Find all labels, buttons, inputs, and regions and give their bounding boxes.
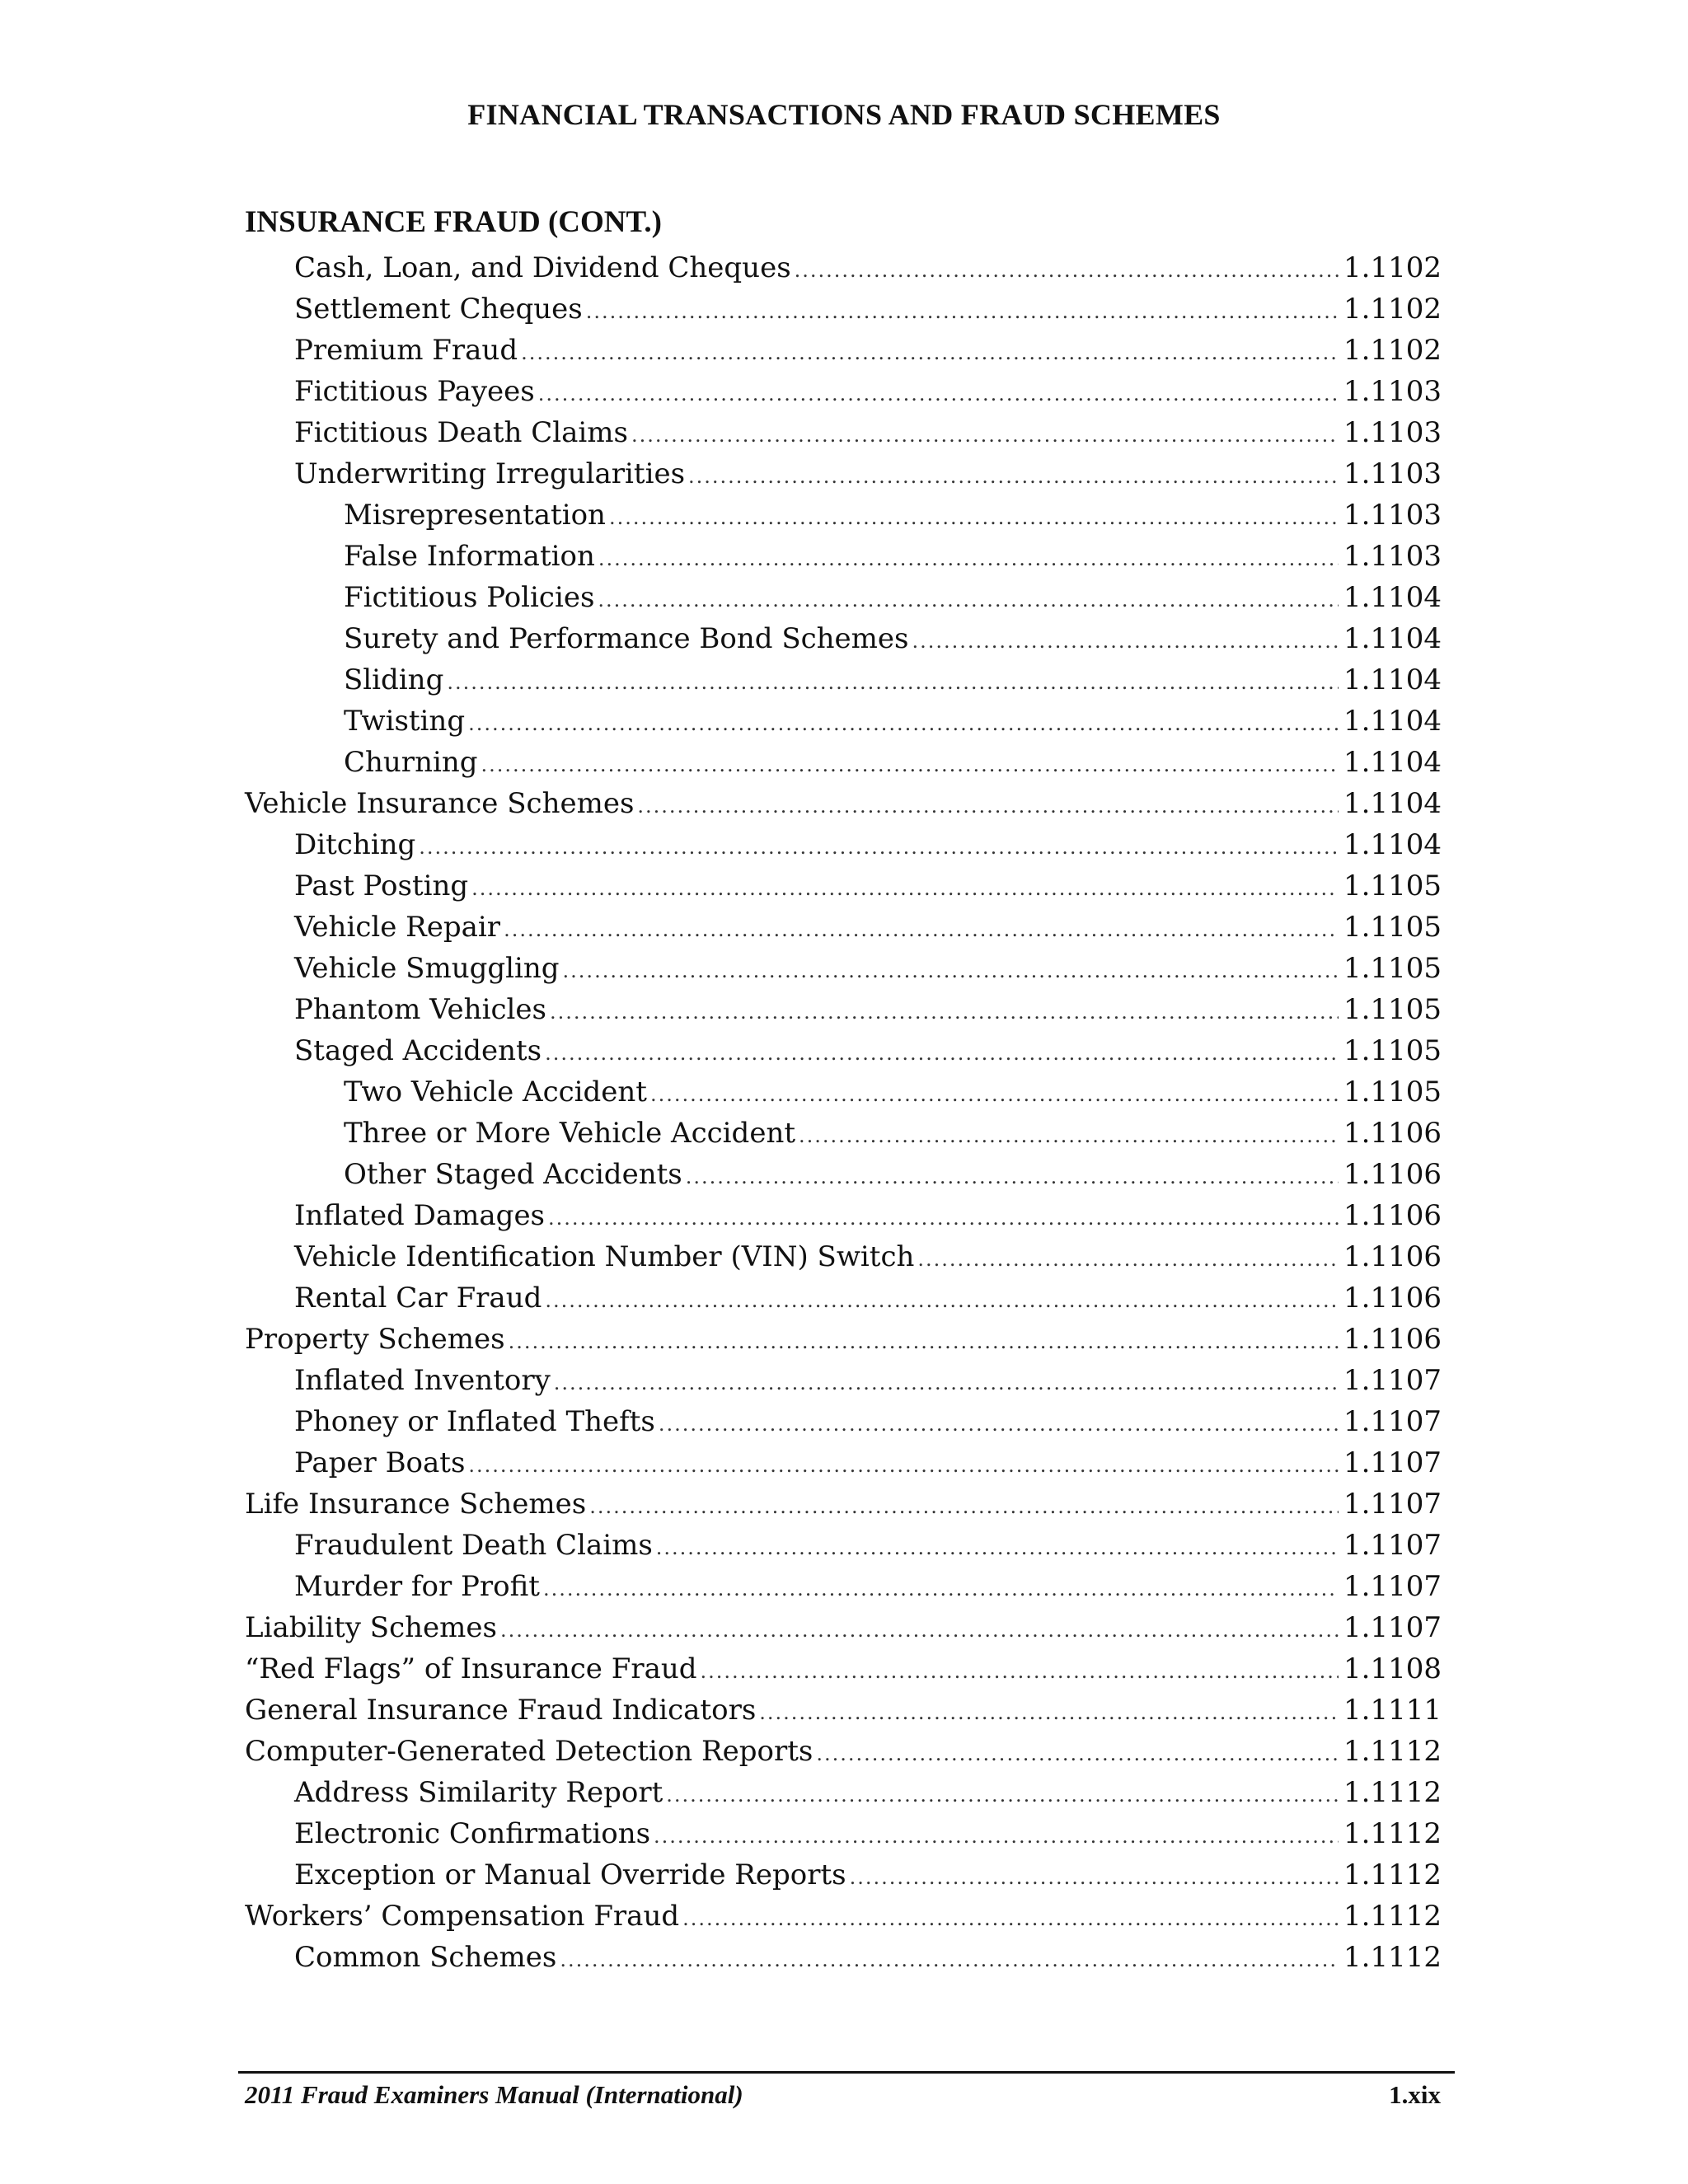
- toc-entry-label: Ditching: [294, 828, 416, 861]
- toc-dot-leader: [654, 1816, 1339, 1857]
- toc-entry-page: 1.1112: [1343, 1817, 1442, 1850]
- toc-entry-label: Other Staged Accidents: [344, 1158, 682, 1191]
- toc-dot-leader: [682, 1898, 1339, 1939]
- toc-dot-leader: [509, 1321, 1339, 1362]
- toc-entry-label: Common Schemes: [294, 1941, 557, 1974]
- toc-dot-leader: [468, 1445, 1339, 1486]
- toc-entry: [245, 1360, 1442, 1401]
- toc-dot-leader: [686, 1156, 1339, 1197]
- toc-entry-page: 1.1108: [1343, 1652, 1442, 1685]
- toc-entry-page: 1.1105: [1343, 911, 1442, 944]
- toc-dot-leader: [637, 785, 1339, 827]
- toc-entry: [245, 1113, 1442, 1154]
- toc-entry-label: Staged Accidents: [294, 1034, 542, 1067]
- toc-entry-page: 1.1106: [1343, 1199, 1442, 1232]
- toc-entry-page: 1.1102: [1343, 251, 1442, 284]
- toc-entry: [245, 1483, 1442, 1525]
- toc-entry-page: 1.1104: [1343, 787, 1442, 820]
- toc-entry: [245, 1154, 1442, 1195]
- toc-dot-leader: [543, 1568, 1339, 1610]
- toc-entry: [245, 330, 1442, 371]
- toc-entry: [245, 288, 1442, 330]
- toc-dot-leader: [650, 1074, 1339, 1115]
- toc-entry: [245, 1648, 1442, 1690]
- toc-dot-leader: [659, 1404, 1339, 1445]
- table-of-contents: [245, 247, 1442, 1978]
- toc-dot-leader: [688, 456, 1339, 497]
- toc-entry: [245, 907, 1442, 948]
- toc-entry: [245, 1813, 1442, 1854]
- toc-entry: [245, 1030, 1442, 1071]
- toc-entry-page: 1.1105: [1343, 1034, 1442, 1067]
- toc-entry-page: 1.1111: [1343, 1694, 1442, 1727]
- toc-entry: [245, 494, 1442, 536]
- toc-dot-leader: [666, 1774, 1339, 1816]
- toc-dot-leader: [471, 868, 1339, 909]
- toc-entry-label: Twisting: [344, 705, 466, 738]
- toc-entry-page: 1.1106: [1343, 1282, 1442, 1315]
- toc-entry-label: Fictitious Death Claims: [294, 416, 628, 449]
- toc-dot-leader: [504, 909, 1339, 950]
- toc-dot-leader: [701, 1651, 1339, 1692]
- toc-dot-leader: [631, 415, 1339, 456]
- toc-entry: [245, 865, 1442, 907]
- toc-entry-label: Paper Boats: [294, 1446, 466, 1479]
- toc-dot-leader: [481, 744, 1339, 785]
- toc-entry-label: Three or More Vehicle Accident: [344, 1117, 796, 1150]
- toc-entry-page: 1.1112: [1343, 1735, 1442, 1768]
- toc-entry-label: Electronic Confirmations: [294, 1817, 651, 1850]
- toc-dot-leader: [759, 1692, 1339, 1733]
- toc-entry-label: Misrepresentation: [344, 499, 606, 532]
- toc-entry-page: 1.1102: [1343, 334, 1442, 367]
- toc-dot-leader: [545, 1280, 1339, 1321]
- toc-entry-page: 1.1103: [1343, 416, 1442, 449]
- toc-entry: [245, 247, 1442, 288]
- toc-entry: [245, 1071, 1442, 1113]
- toc-dot-leader: [550, 991, 1339, 1033]
- toc-entry-label: False Information: [344, 540, 595, 573]
- toc-entry-page: 1.1104: [1343, 663, 1442, 696]
- toc-entry-label: Surety and Performance Bond Schemes: [344, 622, 909, 655]
- toc-entry-label: Address Similarity Report: [294, 1776, 663, 1809]
- toc-entry-page: 1.1107: [1343, 1364, 1442, 1397]
- toc-entry-label: Inflated Damages: [294, 1199, 546, 1232]
- toc-dot-leader: [563, 950, 1339, 991]
- page-title: FINANCIAL TRANSACTIONS AND FRAUD SCHEMES: [467, 98, 1221, 131]
- toc-dot-leader: [554, 1362, 1339, 1404]
- toc-entry: [245, 536, 1442, 577]
- toc-dot-leader: [521, 332, 1339, 373]
- toc-entry: [245, 1566, 1442, 1607]
- toc-dot-leader: [447, 662, 1339, 703]
- toc-entry-page: 1.1105: [1343, 1076, 1442, 1108]
- toc-dot-leader: [500, 1610, 1339, 1651]
- toc-entry-label: Cash, Loan, and Dividend Cheques: [294, 251, 791, 284]
- toc-entry-label: General Insurance Fraud Indicators: [245, 1694, 757, 1727]
- toc-entry: [245, 824, 1442, 865]
- toc-entry: [245, 1277, 1442, 1319]
- toc-entry-page: 1.1104: [1343, 746, 1442, 779]
- toc-entry-page: 1.1103: [1343, 457, 1442, 490]
- toc-dot-leader: [468, 703, 1339, 744]
- toc-entry-label: Phantom Vehicles: [294, 993, 546, 1026]
- toc-entry-page: 1.1106: [1343, 1117, 1442, 1150]
- toc-entry: [245, 577, 1442, 618]
- toc-entry: [245, 1195, 1442, 1236]
- toc-entry: [245, 1607, 1442, 1648]
- toc-entry-page: 1.1103: [1343, 499, 1442, 532]
- toc-entry-label: Phoney or Inflated Thefts: [294, 1405, 655, 1438]
- toc-entry-label: Vehicle Insurance Schemes: [245, 787, 635, 820]
- toc-entry-label: Two Vehicle Accident: [344, 1076, 647, 1108]
- toc-entry-label: Vehicle Identification Number (VIN) Switch: [294, 1240, 915, 1273]
- toc-dot-leader: [850, 1857, 1339, 1898]
- toc-dot-leader: [545, 1033, 1339, 1074]
- toc-entry-page: 1.1103: [1343, 375, 1442, 408]
- section-heading: INSURANCE FRAUD (CONT.): [245, 205, 663, 239]
- toc-entry-label: Churning: [344, 746, 478, 779]
- toc-dot-leader: [656, 1527, 1339, 1568]
- toc-entry-label: Fictitious Payees: [294, 375, 535, 408]
- toc-entry: [245, 1401, 1442, 1442]
- toc-entry-page: 1.1104: [1343, 705, 1442, 738]
- toc-entry: [245, 453, 1442, 494]
- toc-entry: [245, 1319, 1442, 1360]
- toc-entry-label: Workers’ Compensation Fraud: [245, 1900, 680, 1933]
- toc-dot-leader: [538, 373, 1339, 415]
- toc-entry: [245, 742, 1442, 783]
- toc-entry-page: 1.1112: [1343, 1776, 1442, 1809]
- toc-dot-leader: [912, 621, 1339, 662]
- toc-entry: [245, 1896, 1442, 1937]
- toc-entry-label: Past Posting: [294, 869, 469, 902]
- toc-entry-page: 1.1106: [1343, 1323, 1442, 1356]
- toc-entry-page: 1.1106: [1343, 1240, 1442, 1273]
- toc-entry-page: 1.1112: [1343, 1858, 1442, 1891]
- toc-entry-label: Underwriting Irregularities: [294, 457, 686, 490]
- toc-entry-label: Rental Car Fraud: [294, 1282, 542, 1315]
- toc-entry-page: 1.1106: [1343, 1158, 1442, 1191]
- footer-page-number: 1.xix: [1389, 2080, 1441, 2109]
- toc-entry-label: Exception or Manual Override Reports: [294, 1858, 846, 1891]
- toc-dot-leader: [799, 1115, 1339, 1156]
- toc-entry-label: Sliding: [344, 663, 444, 696]
- toc-entry-page: 1.1104: [1343, 828, 1442, 861]
- toc-dot-leader: [816, 1733, 1339, 1774]
- toc-entry: [245, 989, 1442, 1030]
- toc-entry-label: Liability Schemes: [245, 1611, 497, 1644]
- toc-entry-page: 1.1107: [1343, 1446, 1442, 1479]
- toc-entry-page: 1.1105: [1343, 869, 1442, 902]
- toc-entry-page: 1.1104: [1343, 622, 1442, 655]
- toc-entry-label: Vehicle Smuggling: [294, 952, 560, 985]
- toc-dot-leader: [548, 1197, 1339, 1239]
- toc-entry: [245, 618, 1442, 659]
- toc-dot-leader: [560, 1939, 1339, 1980]
- toc-entry: [245, 371, 1442, 412]
- toc-entry-page: 1.1104: [1343, 581, 1442, 614]
- toc-entry-label: Vehicle Repair: [294, 911, 501, 944]
- toc-entry-page: 1.1103: [1343, 540, 1442, 573]
- toc-entry: [245, 1525, 1442, 1566]
- footer-divider: [238, 2071, 1455, 2074]
- toc-entry: [245, 1442, 1442, 1483]
- toc-dot-leader: [419, 827, 1339, 868]
- toc-entry-page: 1.1112: [1343, 1941, 1442, 1974]
- toc-entry-page: 1.1102: [1343, 293, 1442, 326]
- toc-entry-label: Premium Fraud: [294, 334, 518, 367]
- toc-entry: [245, 783, 1442, 824]
- toc-entry-page: 1.1107: [1343, 1405, 1442, 1438]
- toc-entry-page: 1.1105: [1343, 993, 1442, 1026]
- toc-entry-page: 1.1105: [1343, 952, 1442, 985]
- toc-entry-page: 1.1107: [1343, 1529, 1442, 1562]
- toc-dot-leader: [589, 1486, 1339, 1527]
- toc-dot-leader: [586, 291, 1339, 332]
- toc-dot-leader: [917, 1239, 1339, 1280]
- toc-entry-label: Fraudulent Death Claims: [294, 1529, 653, 1562]
- toc-entry-label: Inflated Inventory: [294, 1364, 551, 1397]
- toc-dot-leader: [795, 250, 1339, 291]
- toc-entry: [245, 1731, 1442, 1772]
- toc-entry-label: “Red Flags” of Insurance Fraud: [245, 1652, 697, 1685]
- toc-entry: [245, 1937, 1442, 1978]
- toc-entry-label: Life Insurance Schemes: [245, 1488, 587, 1521]
- toc-entry: [245, 1772, 1442, 1813]
- toc-dot-leader: [598, 538, 1339, 579]
- toc-entry: [245, 1854, 1442, 1896]
- footer-manual-title: 2011 Fraud Examiners Manual (International): [245, 2080, 743, 2109]
- toc-entry-label: Murder for Profit: [294, 1570, 540, 1603]
- toc-entry: [245, 1236, 1442, 1277]
- toc-entry-page: 1.1107: [1343, 1488, 1442, 1521]
- toc-entry: [245, 948, 1442, 989]
- toc-entry-page: 1.1112: [1343, 1900, 1442, 1933]
- toc-entry: [245, 701, 1442, 742]
- toc-entry: [245, 412, 1442, 453]
- toc-entry-label: Fictitious Policies: [344, 581, 595, 614]
- toc-entry-page: 1.1107: [1343, 1611, 1442, 1644]
- toc-dot-leader: [598, 579, 1339, 621]
- toc-dot-leader: [609, 497, 1339, 538]
- toc-entry-label: Settlement Cheques: [294, 293, 583, 326]
- toc-entry-page: 1.1107: [1343, 1570, 1442, 1603]
- toc-entry-label: Computer-Generated Detection Reports: [245, 1735, 814, 1768]
- toc-entry-label: Property Schemes: [245, 1323, 505, 1356]
- toc-entry: [245, 1690, 1442, 1731]
- toc-entry: [245, 659, 1442, 701]
